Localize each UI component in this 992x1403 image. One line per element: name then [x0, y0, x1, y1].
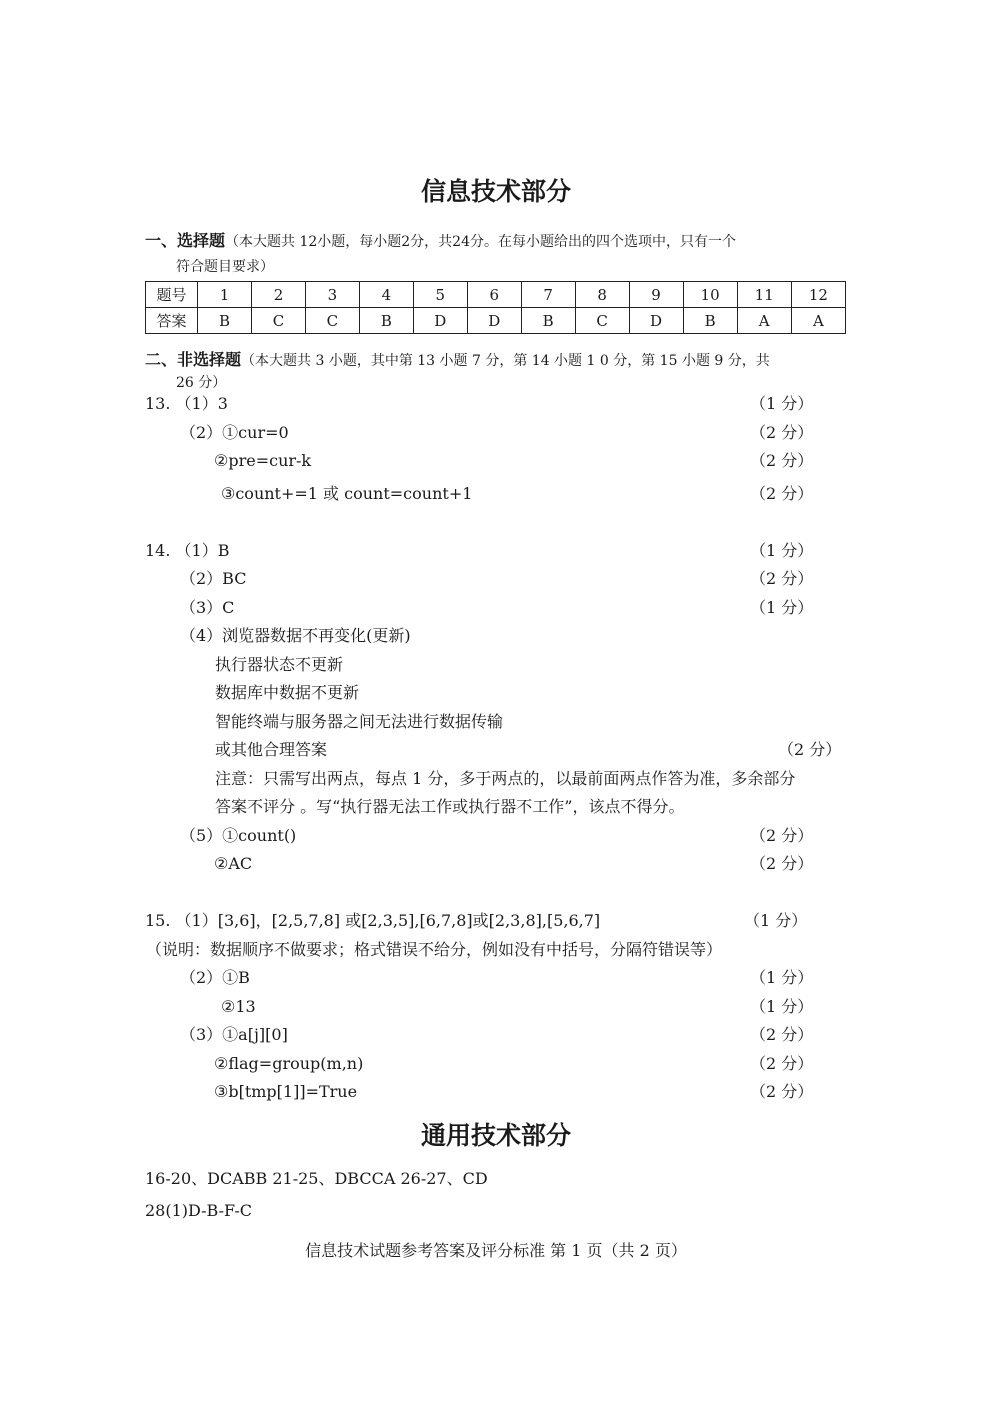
section1-heading: 一、选择题 — [145, 231, 226, 250]
table-cell: D — [413, 308, 467, 334]
table-cell: A — [791, 308, 845, 334]
choice-answer-table — [145, 281, 846, 334]
info-tech-title: 信息技术部分 — [420, 177, 571, 206]
table-row-numbers — [146, 282, 846, 308]
q15-score4: （1 分） — [750, 997, 814, 1016]
q13-score4: （2 分） — [750, 484, 814, 503]
q14-score3: （1 分） — [750, 598, 814, 617]
table-cell: 10 — [683, 282, 737, 308]
table-cell: A — [737, 308, 791, 334]
row-label-answer: 答案 — [146, 308, 198, 334]
q14-line12: ②AC — [214, 854, 253, 873]
table-cell: 3 — [305, 282, 359, 308]
table-cell: B — [521, 308, 575, 334]
table-cell: C — [575, 308, 629, 334]
table-cell: 11 — [737, 282, 791, 308]
page-footer: 信息技术试题参考答案及评分标准 第 1 页（共 2 页） — [305, 1241, 687, 1260]
q14-note-line2: 答案不评分 。写“执行器无法工作或执行器不工作”，该点不得分。 — [215, 797, 685, 816]
table-cell: B — [198, 308, 252, 334]
table-cell: C — [305, 308, 359, 334]
q13-line2: （2）①cur=0 — [180, 423, 289, 442]
table-cell: 5 — [413, 282, 467, 308]
q13-score3: （2 分） — [750, 451, 814, 470]
table-row-answers — [146, 308, 846, 334]
q14-line2: （2）BC — [180, 569, 247, 588]
table-cell: C — [252, 308, 306, 334]
section2-heading: 二、非选择题 — [145, 350, 242, 369]
section2-heading-line — [145, 350, 770, 371]
q14-score11: （2 分） — [750, 826, 814, 845]
q15-line1: 15. （1）[3,6]，[2,5,7,8] 或[2,3,5],[6,7,8]或[2,3,8],[5,6,7] — [145, 911, 601, 930]
table-cell: B — [359, 308, 413, 334]
section1-desc-cont: 符合题目要求） — [176, 259, 274, 275]
general-line2: 28(1)D-B-F-C — [145, 1201, 253, 1220]
table-cell: 2 — [252, 282, 306, 308]
row-label-question: 题号 — [146, 282, 198, 308]
q13-line4: ③count+=1 或 count=count+1 — [221, 484, 473, 503]
table-cell: B — [683, 308, 737, 334]
q13-line3: ②pre=cur-k — [214, 451, 312, 470]
q14-line3: （3）C — [180, 598, 235, 617]
q13-line1: 13. （1）3 — [145, 394, 228, 413]
table-cell: 6 — [467, 282, 521, 308]
table-cell: 1 — [198, 282, 252, 308]
q14-note-line1: 注意：只需写出两点，每点 1 分，多于两点的，以最前面两点作答为准，多余部分 — [215, 769, 796, 788]
q15-score1: （1 分） — [744, 911, 808, 930]
table-cell: 9 — [629, 282, 683, 308]
table-cell: 7 — [521, 282, 575, 308]
q15-score5: （2 分） — [750, 1025, 814, 1044]
q13-score2: （2 分） — [750, 423, 814, 442]
q15-score3: （1 分） — [750, 968, 814, 987]
q14-line7: 智能终端与服务器之间无法进行数据传输 — [215, 712, 504, 731]
q14-score2: （2 分） — [750, 569, 814, 588]
table-cell: 8 — [575, 282, 629, 308]
table-cell: D — [467, 308, 521, 334]
q15-line6: ②flag=group(m,n) — [214, 1054, 364, 1073]
table-cell: D — [629, 308, 683, 334]
q14-line6: 数据库中数据不更新 — [215, 683, 360, 702]
general-tech-title: 通用技术部分 — [420, 1121, 571, 1150]
q15-score7: （2 分） — [750, 1082, 814, 1101]
general-line1: 16-20、DCABB 21-25、DBCCA 26-27、CD — [145, 1169, 488, 1188]
q14-score1: （1 分） — [750, 541, 814, 560]
section1-desc: （本大题共 12小题，每小题2分，共24分。在每小题给出的四个选项中，只有一个 — [225, 234, 736, 250]
q14-line5: 执行器状态不更新 — [215, 655, 344, 674]
section2-desc-cont: 26 分） — [176, 375, 227, 391]
q14-line11: （5）①count() — [180, 826, 297, 845]
q14-score12: （2 分） — [750, 854, 814, 873]
q13-score1: （1 分） — [750, 394, 814, 413]
q14-score8: （2 分） — [778, 740, 842, 759]
q15-line5: （3）①a[j][0] — [180, 1025, 288, 1044]
section2-desc: （本大题共 3 小题，其中第 13 小题 7 分，第 14 小题 1 0 分，第 15 小题 9 分，共 — [241, 353, 770, 369]
q15-line4: ②13 — [221, 997, 256, 1016]
q15-line3: （2）①B — [180, 968, 250, 987]
table-cell: 12 — [791, 282, 845, 308]
table-cell: 4 — [359, 282, 413, 308]
q15-line7: ③b[tmp[1]]=True — [214, 1082, 358, 1101]
q15-note: （说明：数据顺序不做要求；格式错误不给分，例如没有中括号，分隔符错误等） — [146, 940, 723, 959]
q14-line4: （4）浏览器数据不再变化(更新) — [180, 626, 411, 645]
q15-score6: （2 分） — [750, 1054, 814, 1073]
q14-line8: 或其他合理答案 — [215, 740, 328, 759]
section1-heading-line — [145, 231, 736, 252]
q14-line1: 14. （1）B — [145, 541, 230, 560]
